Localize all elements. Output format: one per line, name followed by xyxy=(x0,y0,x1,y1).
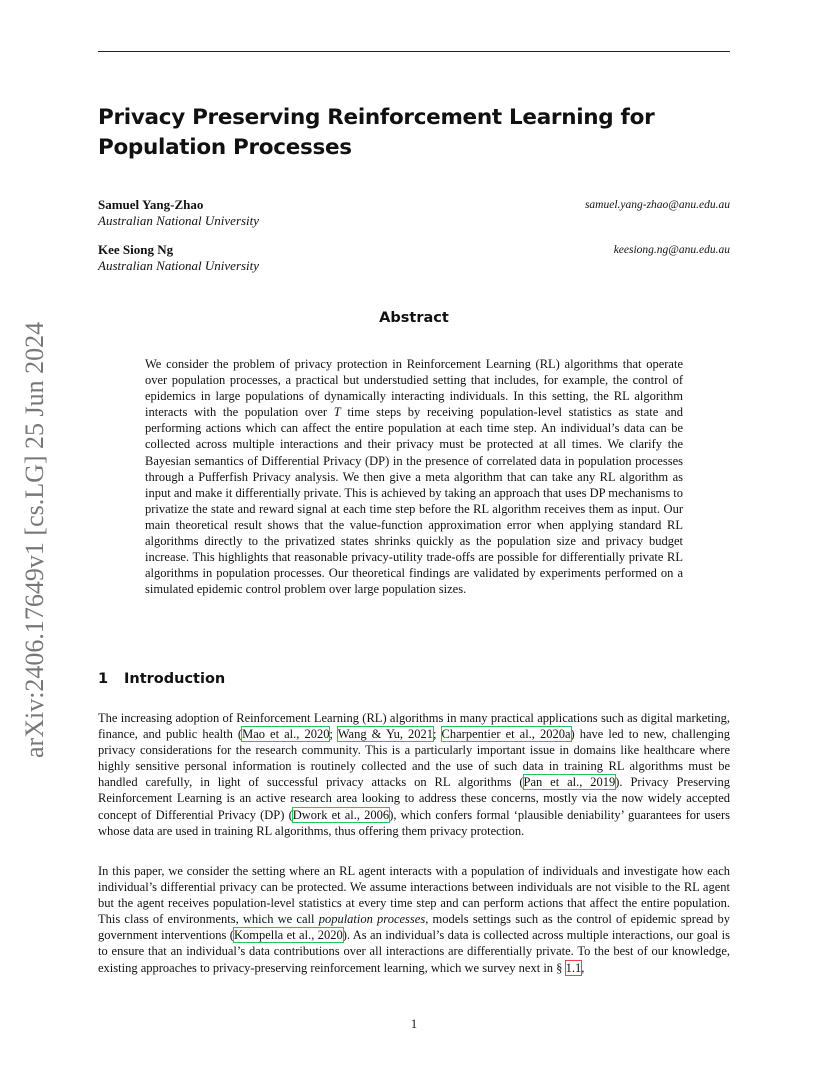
citation-link[interactable]: Charpentier et al., 2020a xyxy=(441,727,571,742)
author-email: samuel.yang-zhao@anu.edu.au xyxy=(584,199,730,211)
section-heading-introduction xyxy=(98,671,225,687)
author-block-2 xyxy=(98,242,730,274)
citation-link[interactable]: Wang & Yu, 2021 xyxy=(337,727,434,742)
author-name: Kee Siong Ng xyxy=(98,242,174,257)
page-number: 1 xyxy=(410,1017,418,1031)
paper-title: Privacy Preserving Reinforcement Learning for Population Processes xyxy=(98,105,655,160)
citation-link[interactable]: Kompella et al., 2020 xyxy=(233,928,343,943)
section-number: 1 xyxy=(98,671,109,687)
intro-paragraph-2: In this paper, we consider the setting where an RL agent interacts with a population of individuals and investigate how each individual’s differential privacy can be protected. We assume interactions between individuals are not visible to the RL agent but the agent receives population-level statistics at every time step and can perform actions that affect the entire population. This class of environments, which we call population processes, models settings such as the control of epidemic spread by government interventions (Kompella et al., 2020). As an individual’s data is collected across multiple interactions, our goal is to ensure that an individual’s data contributions over all interactions are differentially private. To the best of our knowledge, existing approaches to privacy-preserving reinforcement learning, which we survey next in § 1.1, xyxy=(98,864,730,975)
abstract-text: We consider the problem of privacy protection in Reinforcement Learning (RL) algorithms that operate over population processes, a practical but understudied setting that includes, for example, the control of epidemics in large populations of dynamically interacting individuals. In this setting, the RL algorithm interacts with the population over T time steps by receiving population-level statistics as state and performing actions which can affect the entire population at each time step. An individual’s data can be collected across multiple interactions and their privacy must be protected at all times. We clarify the Bayesian semantics of Differential Privacy (DP) in the presence of correlated data in population processes through a Pufferfish Privacy analysis. We then give a meta algorithm that can take any RL algorithm as input and make it differentially private. This is achieved by taking an approach that uses DP mechanisms to privatize the state and reward signal at each time step before the RL algorithm receives them as input. Our main theoretical result shows that the value-function approximation error when applying standard RL algorithms directly to the privatized states shrinks quickly as the population size and privacy budget increase. This highlights that reasonable privacy-utility trade-offs are possible for differentially private RL algorithms in population processes. Our theoretical findings are validated by experiments performed on a simulated epidemic control problem over large population sizes. xyxy=(145,357,683,597)
abstract-heading: Abstract xyxy=(379,310,449,326)
arxiv-identifier: arXiv:2406.17649v1 [cs.LG] 25 Jun 2024 xyxy=(20,321,49,758)
author-name: Samuel Yang-Zhao xyxy=(98,197,204,212)
section-title: Introduction xyxy=(124,671,226,687)
citation-link[interactable]: Dwork et al., 2006 xyxy=(292,807,390,822)
author-block-1 xyxy=(98,197,730,229)
section-reference-link[interactable]: 1.1 xyxy=(565,960,582,975)
citation-link[interactable]: Pan et al., 2019 xyxy=(523,775,616,790)
variable-T: T xyxy=(333,405,341,420)
intro-paragraph-1: The increasing adoption of Reinforcement Learning (RL) algorithms in many practical applications such as digital marketing, finance, and public health (Mao et al., 2020; Wang & Yu, 2021; Charpentier et al., 2020a) have led to new, challenging privacy considerations for the research community. This is a particularly important issue in domains like healthcare where highly sensitive personal information is routinely collected and the use of such data in training RL algorithms must be handled carefully, in light of successful privacy attacks on RL algorithms (Pan et al., 2019). Privacy Preserving Reinforcement Learning is an active research area looking to address these concerns, mostly via the now widely accepted concept of Differential Privacy (DP) (Dwork et al., 2006), which confers formal ‘plausible deniability’ guarantees for users whose data are used in training RL algorithms, thus offering them privacy protection. xyxy=(98,711,731,838)
header-rule xyxy=(98,51,730,52)
citation-link[interactable]: Mao et al., 2020 xyxy=(242,727,330,742)
author-affiliation: Australian National University xyxy=(98,213,260,228)
emphasis-term: population processes xyxy=(318,912,426,927)
author-affiliation: Australian National University xyxy=(98,258,260,273)
author-email: keesiong.ng@anu.edu.au xyxy=(613,244,730,256)
